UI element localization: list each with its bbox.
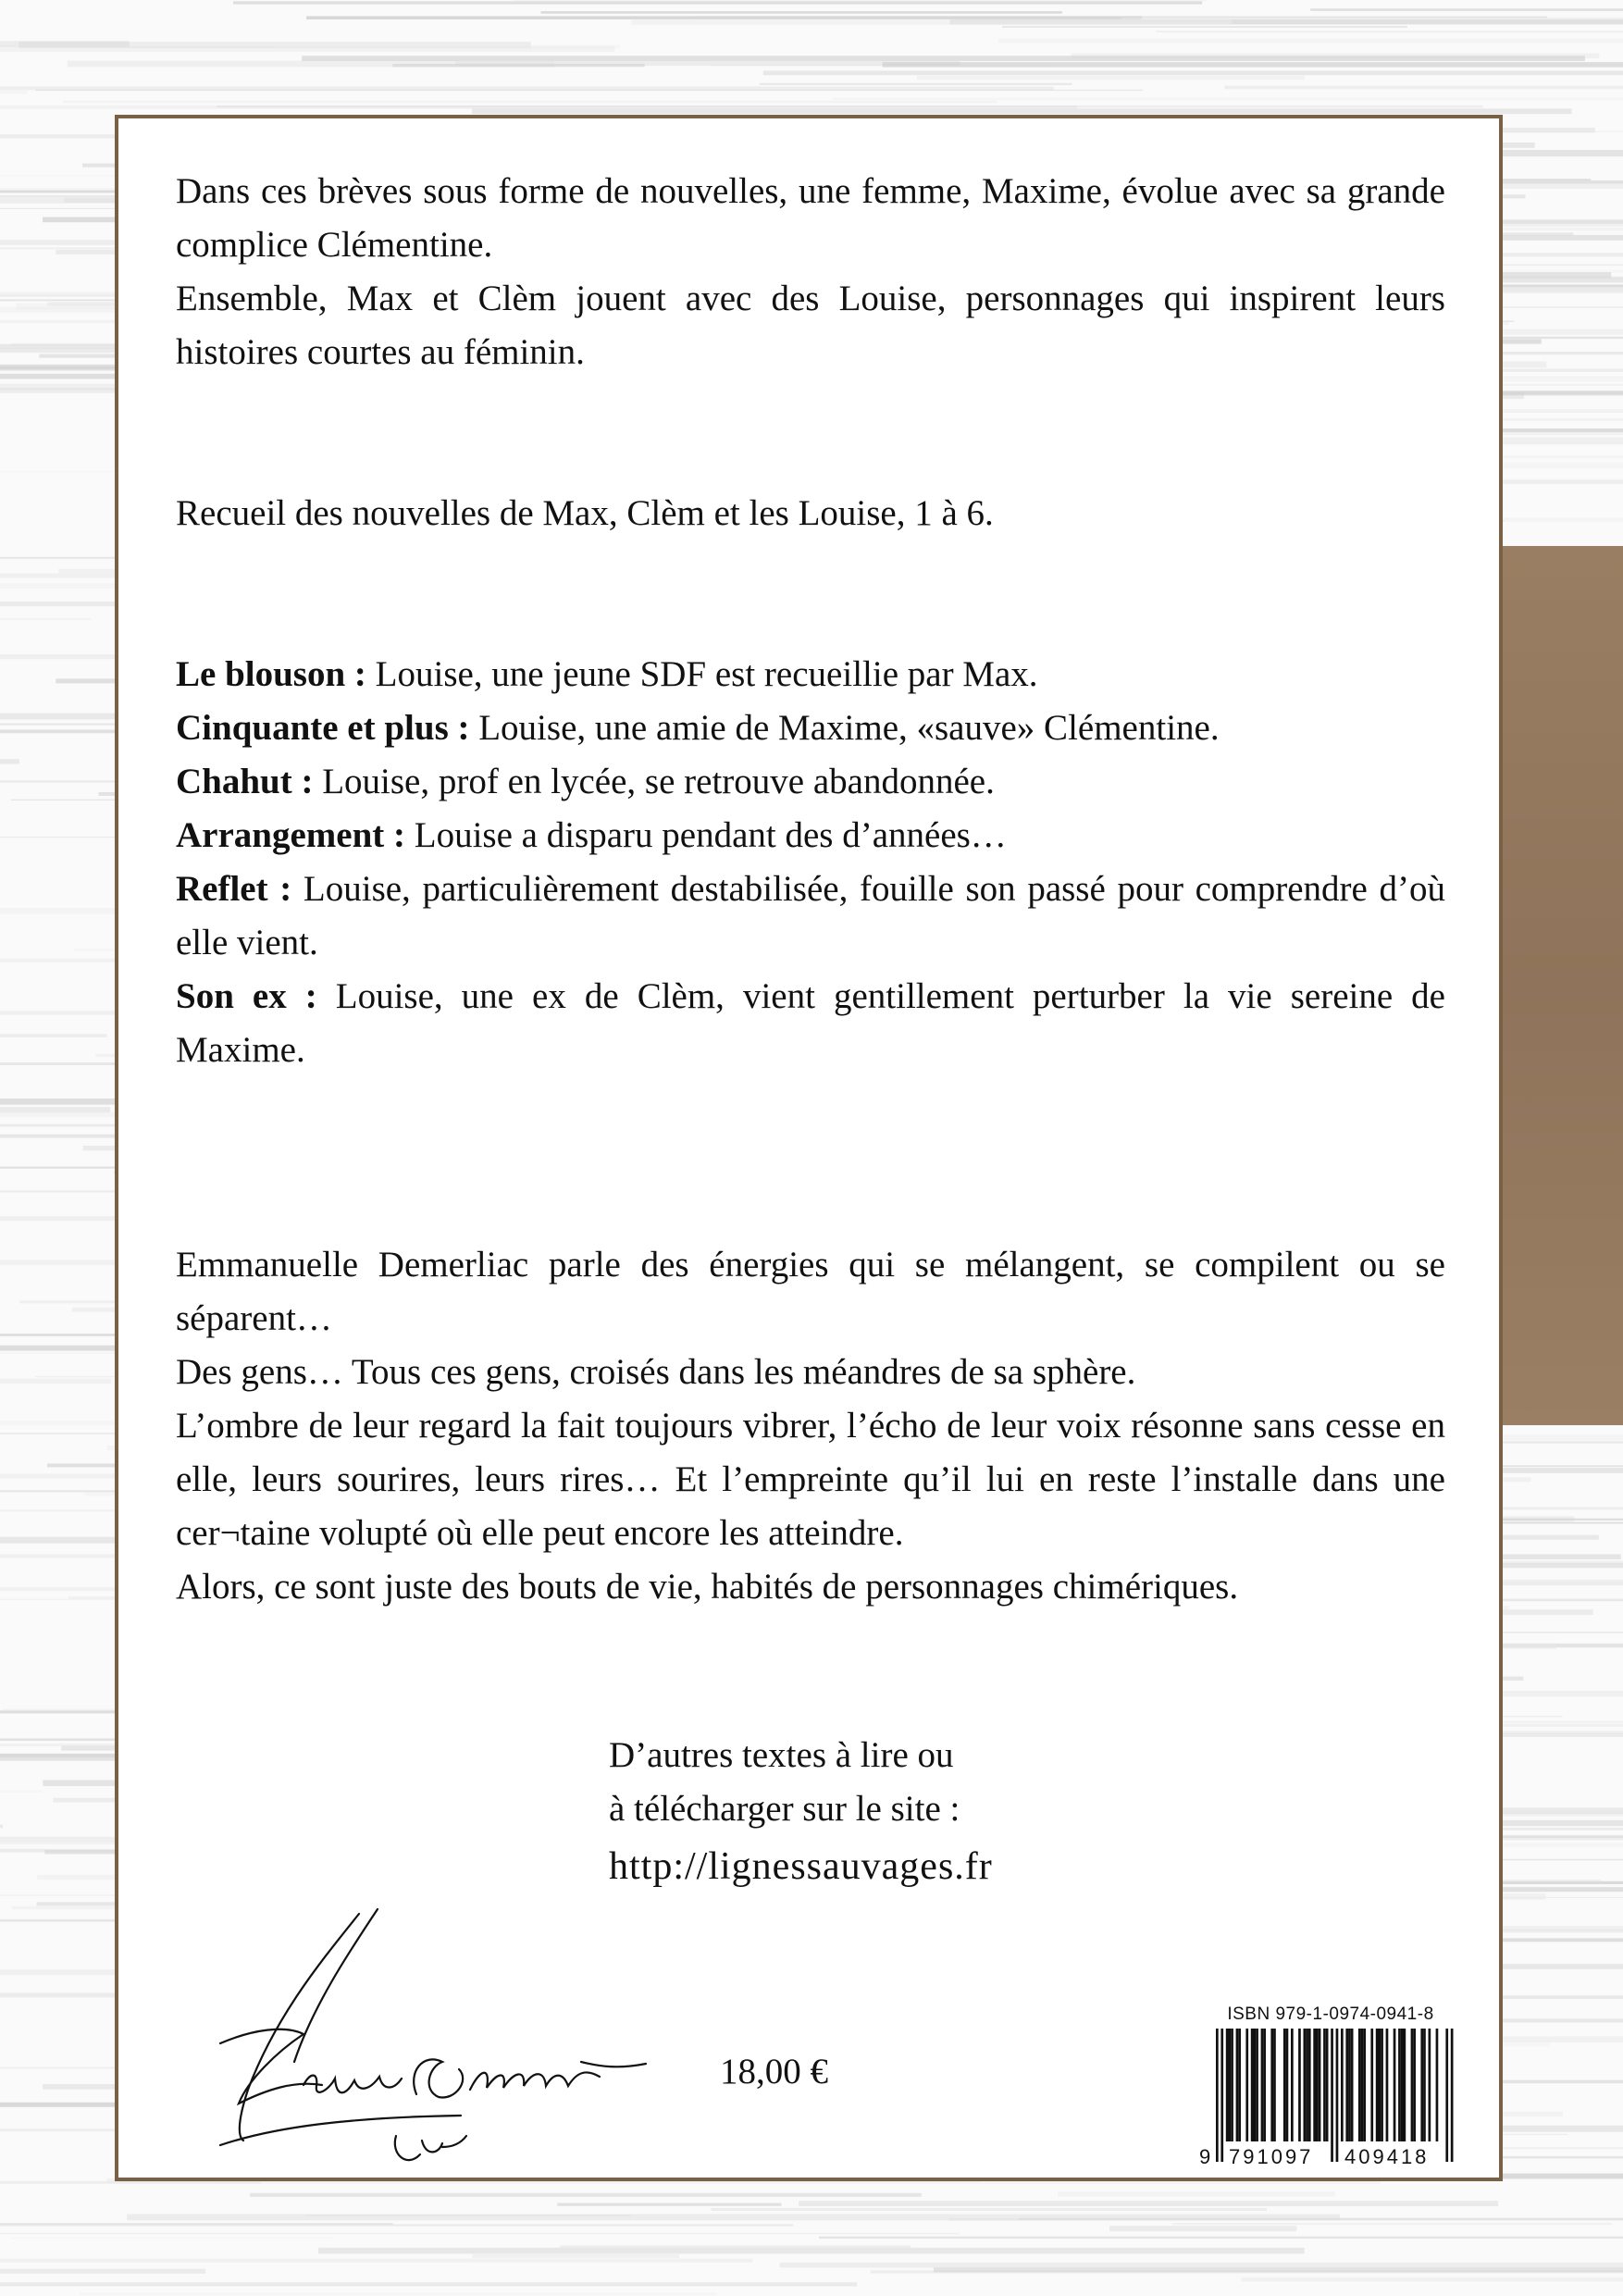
story-summary: Louise, une amie de Maxime, «sauve» Clémentine. [469,708,1220,748]
background-streak [557,2203,781,2206]
barcode-bar [1411,2029,1414,2141]
barcode-bar [1429,2029,1431,2141]
barcode-bar [1304,2029,1307,2141]
website-intro-1: D’autres textes à lire ou [609,1735,954,1775]
background-streak [0,1791,43,1793]
barcode-bar [1361,2029,1364,2141]
background-streak [63,101,997,104]
background-streak [0,2233,960,2234]
barcode-bar [1358,2029,1361,2141]
background-streak [560,2245,911,2248]
barcode-bar [1238,2029,1241,2141]
background-streak [0,2259,752,2263]
back-cover-panel [115,115,1503,2181]
back-cover-text [176,165,1445,1614]
background-streak [1172,2223,1612,2225]
barcode-bar [1370,2029,1373,2141]
website-block [609,1729,1257,1893]
background-streak [0,2223,393,2224]
background-streak [0,1992,124,1997]
background-streak [0,1825,3,1829]
story-title: Arrangement : [176,815,405,855]
background-streak [0,1379,111,1384]
background-streak [0,2269,205,2274]
barcode-bar [1261,2029,1264,2141]
barcode-bar [1413,2029,1416,2141]
story-summary: Louise, une ex de Clèm, vient gentillement perturber la vie sereine de Maxime. [176,976,1445,1070]
background-streak [250,2193,922,2197]
background-streak [0,91,27,94]
story-summary: Louise a disparu pendant des d’années… [405,815,1007,855]
background-streak [760,83,1072,85]
background-streak [1058,2191,1334,2196]
barcode-bar [1336,2029,1339,2162]
barcode-bar [1231,2029,1233,2141]
author-line-4: Alors, ce sont juste des bouts de vie, habités de personnages chimériques. [176,1567,1239,1607]
author-line-2: Des gens… Tous ces gens, croisés dans les méandres de sa sphère. [176,1352,1136,1392]
barcode-bar [1398,2029,1401,2141]
background-streak [302,56,1585,61]
barcode-bar [1451,2029,1454,2162]
author-line-1: Emmanuelle Demerliac parle des énergies qui se mélangent, se compilent ou se séparent… [176,1245,1445,1338]
barcode-bar [1226,2029,1229,2141]
background-streak [712,2208,1267,2211]
background-streak [541,11,1062,14]
barcode-bar [1445,2029,1448,2162]
barcode-bar [1298,2029,1301,2141]
author-line-3: L’ombre de leur regard la fait toujours vibrer, l’écho de leur voix résonne sans cesse en elle, leurs sourires, leurs rires… Et l’empreinte qu’il lui en reste l’installe dans une cer¬taine volupté où elle peut encore les atteindre. [176,1406,1445,1553]
background-streak [1241,2277,1623,2282]
background-streak [0,618,91,620]
intro-line-1: Dans ces brèves sous forme de nouvelles, une femme, Maxime, évolue avec sa grande complice Clémentine. [176,171,1445,265]
background-streak [80,2292,717,2296]
barcode-digits-right: 409418 [1344,2145,1430,2167]
story-item [176,863,1445,970]
background-streak [0,2282,857,2286]
background-streak [35,90,1143,91]
website-url[interactable]: http://lignessauvages.fr [609,1845,993,1888]
background-streak [0,46,614,52]
background-streak [318,2248,1305,2254]
barcode-bar [1319,2029,1321,2141]
background-streak [1310,8,1623,11]
story-summary: Louise, prof en lycée, se retrouve abandonnée. [313,762,995,801]
story-item [176,701,1445,755]
barcode-bar [1313,2029,1316,2141]
story-title: Le blouson : [176,654,366,694]
barcode-bar [1376,2029,1379,2141]
background-streak [472,108,1571,114]
background-streak [998,39,1623,43]
background-streak [0,759,19,763]
background-streak [0,347,91,349]
background-streak [871,2270,1623,2273]
barcode-bar [1254,2029,1257,2141]
barcode-bar [1316,2029,1319,2141]
barcode-bar [1379,2029,1381,2141]
background-streak [472,2253,679,2258]
barcode-graphic [1194,2029,1468,2167]
story-summary: Louise, particulièrement destabilisée, fouille son passé pour comprendre d’où elle vient. [176,869,1445,962]
background-streak [0,908,118,914]
barcode-bar [1386,2029,1389,2141]
barcode-bar [1401,2029,1404,2141]
barcode-bar [1220,2029,1223,2162]
collection-line: Recueil des nouvelles de Max, Clèm et les Louise, 1 à 6. [176,493,994,533]
background-streak [917,76,1305,80]
isbn-barcode [1194,2004,1468,2169]
barcode-bar [1423,2029,1426,2141]
background-streak [833,98,1623,101]
barcode-bar [1263,2029,1266,2141]
story-title: Son ex : [176,976,317,1016]
barcode-bar [1251,2029,1254,2141]
barcode-bar [1291,2029,1294,2141]
barcode-bar [1283,2029,1286,2141]
barcode-digits-left: 791097 [1229,2145,1314,2167]
publisher-signature-logo [165,1905,683,2182]
intro-line-2: Ensemble, Max et Clèm jouent avec des Louise, personnages qui inspirent leurs histoires courtes au féminin. [176,279,1445,372]
barcode-bar [1363,2029,1366,2141]
story-item [176,648,1445,701]
price: 18,00 € [720,2052,828,2091]
background-streak [819,2237,1623,2239]
background-streak [0,583,133,589]
background-streak [883,62,1623,68]
barcode-bar [1236,2029,1239,2141]
barcode-bar [1341,2029,1344,2141]
story-title: Cinquante et plus : [176,708,470,748]
background-streak [799,2201,1498,2206]
barcode-bar [1404,2029,1406,2141]
barcode-bar [1256,2029,1258,2141]
barcode-bar [1381,2029,1383,2141]
background-streak [0,1034,106,1037]
background-streak [0,1107,110,1112]
barcode-bar [1345,2029,1348,2141]
website-intro-2: à télécharger sur le site : [609,1789,960,1829]
barcode-bar [1245,2029,1248,2141]
background-streak [392,64,644,67]
barcode-bar [1331,2029,1333,2162]
background-streak [514,0,1208,1]
barcode-bar [1436,2029,1439,2141]
background-streak [0,2224,793,2226]
barcode-bar [1323,2029,1326,2141]
barcode-bar [1420,2029,1423,2141]
barcode-bar [1286,2029,1289,2141]
background-streak [233,1,1202,4]
barcode-bar [1306,2029,1308,2141]
barcode-bar [1326,2029,1329,2141]
story-item [176,970,1445,1077]
story-title: Chahut : [176,762,314,801]
background-streak [1109,2226,1296,2231]
story-summary: Louise, une jeune SDF est recueillie par Max. [365,654,1038,694]
background-streak [780,2263,1623,2268]
background-streak [763,70,1623,75]
background-streak [11,2238,334,2239]
story-list [176,648,1445,1077]
barcode-bar [1394,2029,1396,2141]
barcode-bar [1216,2029,1219,2162]
background-streak [0,86,1054,90]
background-streak [217,105,1482,108]
isbn-label: ISBN 979-1-0974-0941-8 [1227,2004,1434,2024]
background-streak [1224,86,1623,90]
barcode-bar [1351,2029,1354,2141]
barcode-bar [1348,2029,1351,2141]
brown-side-band [1490,546,1623,1425]
barcode-bar [1308,2029,1311,2141]
story-item [176,809,1445,863]
barcode-bar [1270,2029,1273,2141]
background-streak [632,19,1233,25]
background-streak [1156,31,1623,32]
story-title: Reflet : [176,869,292,909]
barcode-bar [1229,2029,1232,2141]
story-item [176,755,1445,809]
background-streak [1002,26,1407,28]
background-streak [948,2218,1623,2221]
barcode-bar [1273,2029,1276,2141]
barcode-digit-first: 9 [1199,2145,1211,2167]
